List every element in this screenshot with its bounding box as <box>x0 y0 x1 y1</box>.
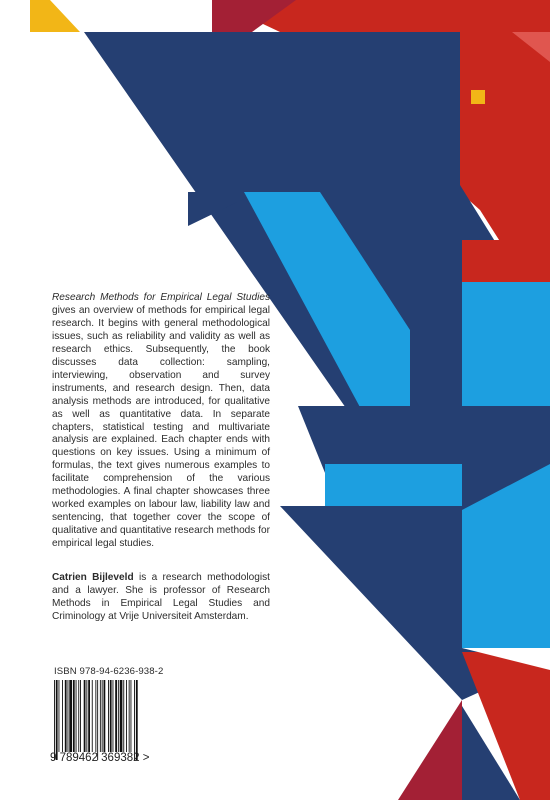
barcode-bar <box>104 680 106 752</box>
barcode-bar <box>84 680 86 752</box>
barcode-bar <box>69 680 72 752</box>
isbn-label: ISBN 978-94-6236-938-2 <box>54 666 164 677</box>
barcode-bar <box>92 680 93 752</box>
barcode-bar <box>97 680 98 760</box>
barcode-bar <box>134 680 135 760</box>
yellow-square <box>471 90 485 104</box>
barcode-bar <box>110 680 112 752</box>
barcode-bar <box>59 680 60 752</box>
barcode-bar <box>123 680 124 752</box>
barcode-bar <box>100 680 101 752</box>
barcode-bar <box>56 680 58 760</box>
barcode-bar <box>54 680 55 760</box>
barcode-digits: 9 789462 369382 > <box>50 752 150 764</box>
barcode-bar <box>68 680 69 752</box>
barcode-bar <box>120 680 123 752</box>
blurb-text: gives an overview of methods for empirical legal research. It begins with general methodological issues, such as reliability and validity as well as research ethics. Subsequently, the book discusses data collection: sampling, interviewing, observation and survey instruments, and research design. Then, data analysis methods are introduced, for qualitative as well as quantitative data. In separate chapters, statistical testing and multivariate analysis are explained. Each chapter ends with questions on key issues. Using a minimum of formulas, the text gives numerous examples to facilitate comprehension of the various methodologies. A final chapter showcases three worked examples on labour law, liability law and sentencing, that together cover the scope of qualitative and quantitative research methods for empirical legal studies. <box>52 304 270 550</box>
barcode-bar <box>126 680 127 752</box>
barcode-bar <box>129 680 130 752</box>
yellow-corner-triangle <box>30 0 80 32</box>
author-name: Catrien Bijleveld <box>52 572 134 583</box>
barcode-bar <box>80 680 81 752</box>
barcode-bar <box>102 680 103 752</box>
barcode-bar <box>108 680 109 752</box>
barcode-bar <box>88 680 90 752</box>
barcode-bar <box>76 680 77 752</box>
barcode-bar <box>118 680 119 752</box>
barcode-bar <box>136 680 138 760</box>
barcode-bar <box>95 680 96 752</box>
author-bio-text: is a research methodologist and a lawyer. She is professor of Research Methods in Empirical Legal Studies and Criminology at Vrije Universiteit Amsterdam. <box>52 572 270 622</box>
barcode-bar <box>73 680 75 752</box>
barcode-bar <box>78 680 79 752</box>
barcode-bar <box>65 680 67 752</box>
light-blue-lower-shape <box>462 550 550 648</box>
barcode-bar <box>131 680 132 752</box>
barcode-bar <box>62 680 63 752</box>
author-bio <box>52 572 270 624</box>
light-blue-mid-shape <box>325 464 462 506</box>
barcode-bar <box>86 680 87 752</box>
dark-red-bottom-shape <box>398 700 462 800</box>
barcode-bar <box>113 680 114 752</box>
book-title: Research Methods for Empirical Legal Studies <box>52 292 270 303</box>
back-cover-blurb <box>52 292 270 551</box>
barcode-bar <box>115 680 117 752</box>
